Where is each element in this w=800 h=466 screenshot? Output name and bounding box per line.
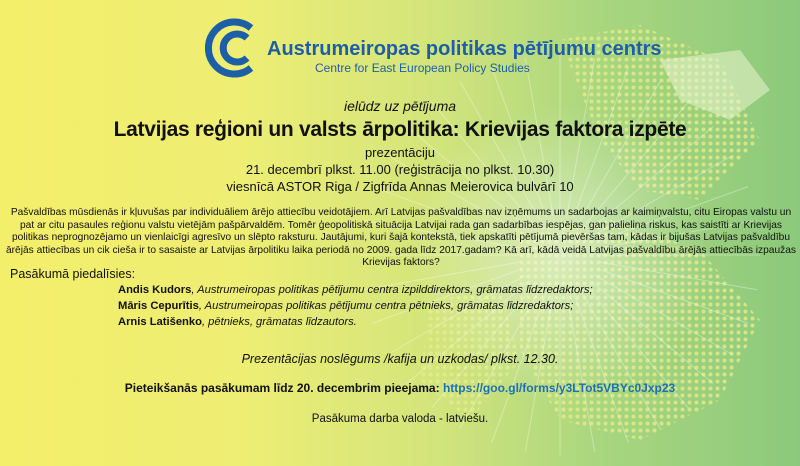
participant-item: [118, 316, 357, 328]
c-logo-icon: [205, 16, 269, 80]
closing-note: Prezentācijas noslēgums /kafija un uzkodas/ plkst. 12.30.: [241, 352, 559, 366]
registration-label: Pieteikšanās pasākumam līdz 20. decembrim pieejama:: [124, 381, 443, 395]
participant-item: [118, 284, 593, 296]
participant-role: , pētnieks, grāmatas līdzautors.: [201, 316, 357, 328]
organization-logo: [205, 16, 662, 86]
participant-name: Arnis Latišenko: [118, 316, 202, 328]
invite-line: ielūdz uz pētījuma: [343, 98, 457, 114]
event-subtitle: prezentāciju: [364, 145, 436, 160]
participant-name: Andis Kudors: [118, 284, 192, 296]
event-date: 21. decembrī plkst. 11.00 (reģistrācija no plkst. 10.30): [245, 162, 555, 177]
participant-role: , Austrumeiropas politikas pētījumu centra pētnieks, grāmatas līdzredaktors;: [198, 300, 574, 312]
event-title: Latvijas reģioni un valsts ārpolitika: Krievijas faktora izpēte: [113, 118, 687, 141]
event-description: Pašvaldības mūsdienās ir kļuvušas par individuāliem ārējo attiecību veidotājiem. Arī Latvijas pašvaldības nav izņēmums un sadarbojas ar kaimiņvalstu, citu Eiropas valstu un pat ar citu pasaules reģionu valstu vietējām pašpārvaldēm. Tomēr ģeopolitiskā situācija Latvijai rada gan sadarbības iespējas, gan palielina riskus, kas saistīti ar Krievijas politikas neprognozējamo un vienlaicīgi agresīvo un slēpto raksturu. Jautājumi, kuri šajā kontekstā, tiek apskatīti pētījumā pievēršas tam, kādas ir bijušas Latvijas pašvaldību ārējās attiecības un cik cieša ir to sasaiste ar Latvijas ārpolitiku laika periodā no 2009. gada līdz 2017.gadam? Kā arī, kādā veidā Latvijas pašvaldību ārējās attiecībās izpaužas Krievijas faktors?: [6, 207, 796, 268]
organization-name-english: Centre for East European Policy Studies: [315, 61, 530, 75]
participant-item: [118, 300, 573, 312]
registration-line: [0, 381, 800, 395]
language-note: Pasākuma darba valoda - latviešu.: [311, 413, 489, 425]
participant-role: , Austrumeiropas politikas pētījumu centra izpilddirektors, grāmatas līdzredaktors;: [191, 284, 593, 296]
event-place: viesnīcā ASTOR Riga / Zigfrīda Annas Meierovica bulvārī 10: [226, 179, 574, 194]
organization-name: Austrumeiropas politikas pētījumu centrs: [267, 38, 662, 60]
registration-link[interactable]: https://goo.gl/forms/y3LTot5VBYc0Jxp23: [442, 381, 676, 395]
participant-name: Māris Cepurītis: [118, 300, 199, 312]
participants-heading: Pasākumā piedalīsies:: [10, 267, 136, 281]
